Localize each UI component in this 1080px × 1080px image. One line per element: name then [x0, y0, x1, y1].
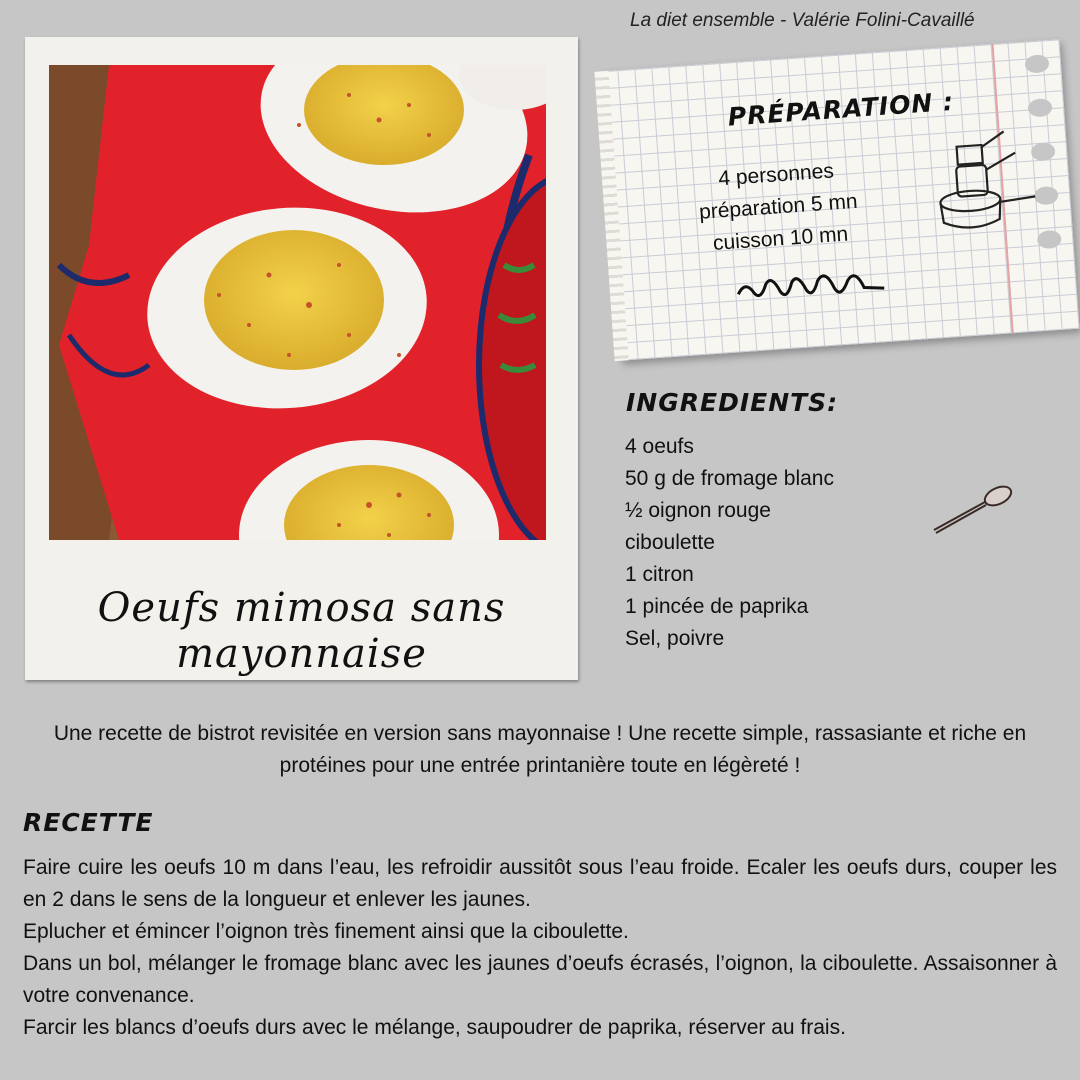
ingredient-item: 1 pincée de paprika	[625, 595, 809, 618]
author-credit: La diet ensemble - Valérie Folini-Cavaillé	[630, 10, 975, 31]
recipe-step: Farcir les blancs d’oeufs durs avec le mélange, saupoudrer de paprika, réserver au frais.	[23, 1016, 846, 1039]
prep-time: préparation 5 mn	[698, 189, 859, 224]
ingredient-item: 50 g de fromage blanc	[625, 467, 834, 490]
ingredient-item: ciboulette	[625, 531, 715, 554]
polaroid-card	[25, 37, 578, 680]
recipe-step: Faire cuire les oeufs 10 m dans l’eau, les refroidir aussitôt sous l’eau froide. Ecaler les oeufs durs, couper les en 2 dans le sens de la longueur et enlever les jaunes.	[23, 856, 1057, 911]
squiggle-decoration	[735, 262, 887, 312]
recipe-photo	[49, 65, 546, 540]
recette-title: RECETTE	[23, 808, 154, 837]
recipe-step: Eplucher et émincer l’oignon très finement ainsi que la ciboulette.	[23, 920, 629, 943]
cook-time: cuisson 10 mn	[712, 222, 849, 255]
preparation-title: PRÉPARATION :	[726, 86, 955, 132]
ingredient-item: 4 oeufs	[625, 435, 694, 458]
preparation-note	[600, 39, 1079, 360]
spoon-icon	[928, 482, 1018, 542]
recipe-steps	[23, 852, 1057, 1044]
ingredients-title: INGREDIENTS:	[626, 388, 839, 417]
preparation-details	[675, 152, 881, 262]
ingredient-item: ½ oignon rouge	[625, 499, 771, 522]
ingredient-item: Sel, poivre	[625, 627, 725, 650]
prep-servings: 4 personnes	[717, 159, 835, 191]
recipe-intro: Une recette de bistrot revisitée en version sans mayonnaise ! Une recette simple, rassasiante et riche en protéines pour une entrée printanière toute en légèreté !	[53, 722, 1027, 777]
cooking-pots-icon	[925, 121, 1042, 238]
torn-edge	[594, 71, 628, 361]
ingredients-list	[625, 431, 834, 655]
ingredient-item: 1 citron	[625, 563, 694, 586]
recipe-step: Dans un bol, mélanger le fromage blanc avec les jaunes d’oeufs écrasés, l’oignon, la ciboulette. Assaisonner à votre convenance.	[23, 952, 1057, 1007]
recipe-title: Oeufs mimosa sans mayonnaise	[97, 585, 506, 677]
